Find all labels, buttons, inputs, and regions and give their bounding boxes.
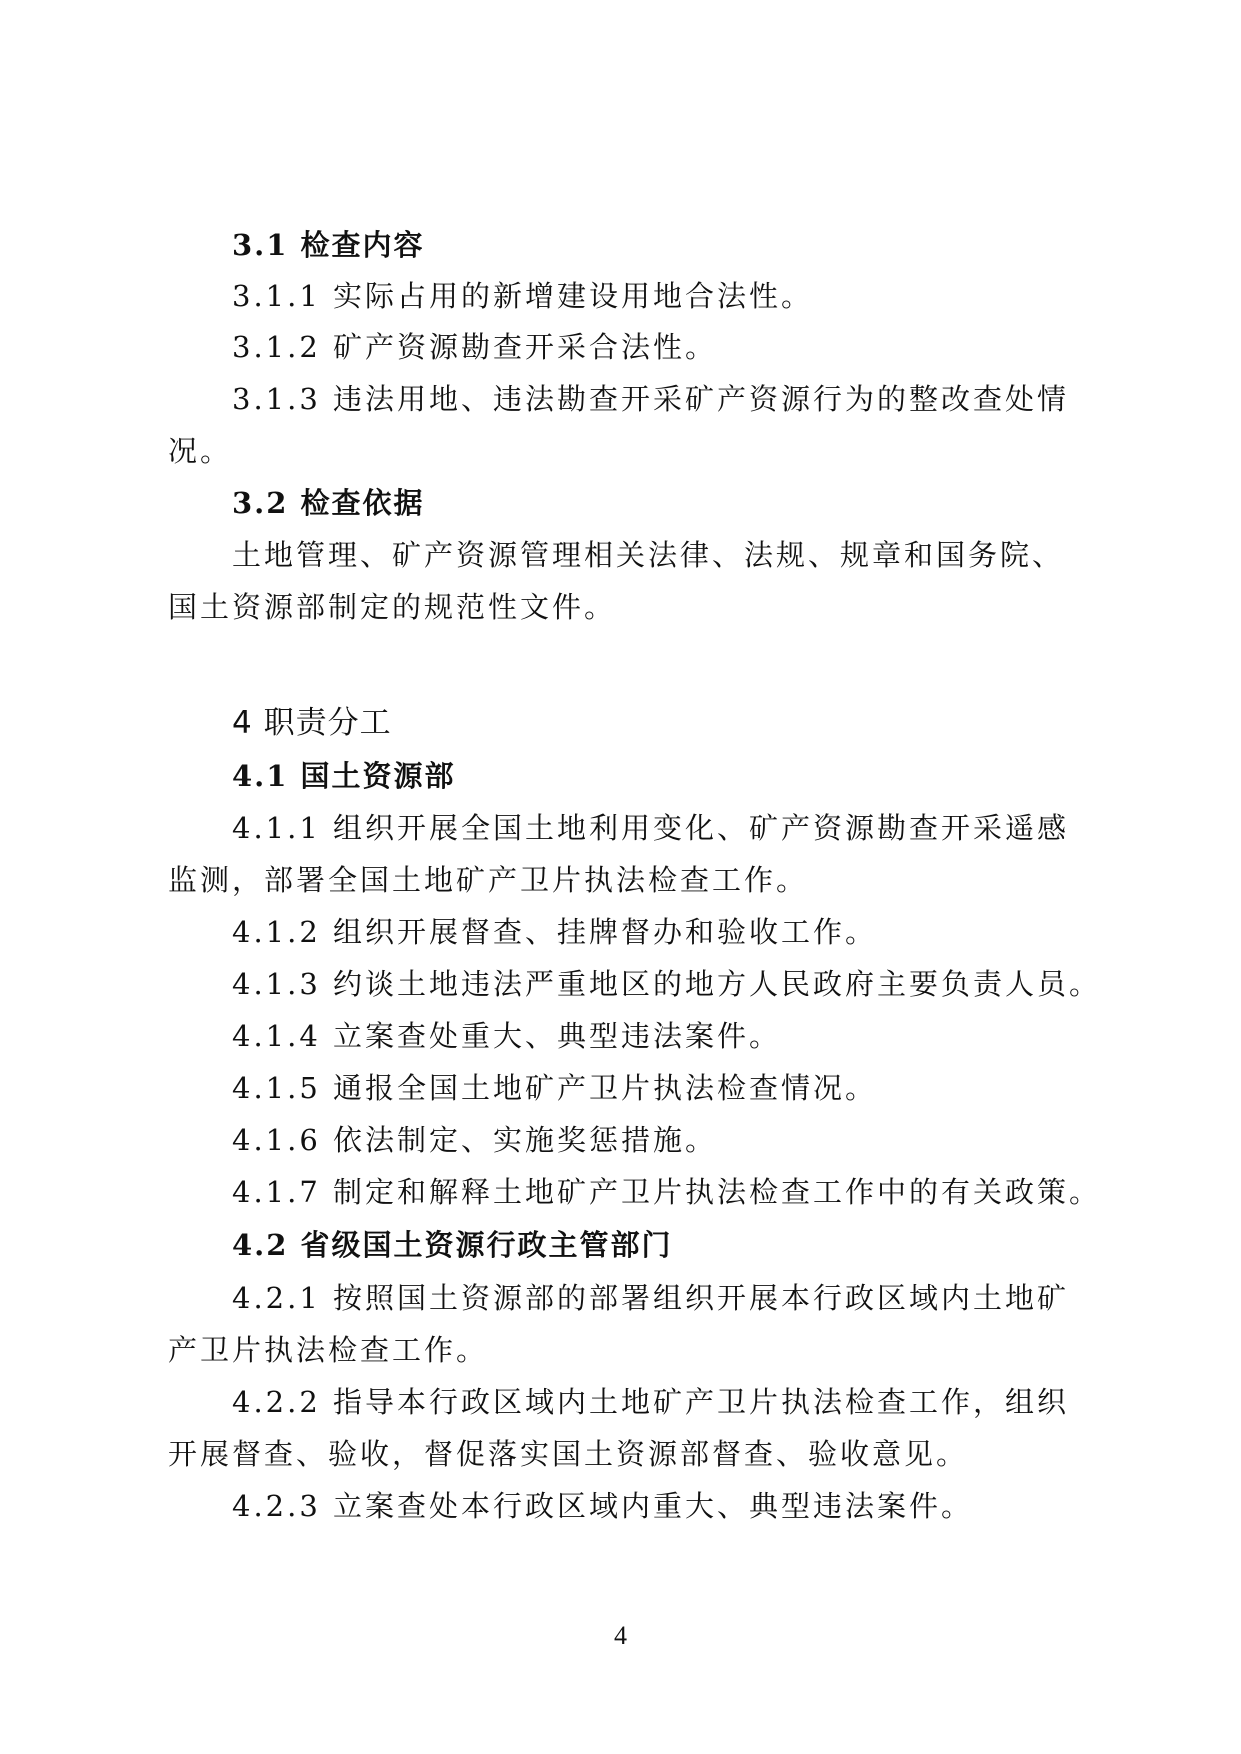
section-4-1-2: 4.1.2 组织开展督查、挂牌督办和验收工作。 — [232, 915, 878, 949]
section-3-1-3-line-2: 况。 — [168, 434, 233, 468]
section-4-2-3: 4.2.3 立案查处本行政区域内重大、典型违法案件。 — [232, 1489, 974, 1523]
section-4-2-1-line-2: 产卫片执法检查工作。 — [168, 1333, 489, 1367]
section-4-2-2-line-2: 开展督查、验收，督促落实国土资源部督查、验收意见。 — [168, 1437, 969, 1471]
section-4-2-heading: 4.2 省级国土资源行政主管部门 — [232, 1228, 673, 1262]
section-3-2-heading: 3.2 检查依据 — [232, 486, 425, 520]
section-4-1-4: 4.1.4 立案查处重大、典型违法案件。 — [232, 1019, 782, 1053]
section-3-1-heading: 3.1 检查内容 — [232, 228, 425, 262]
section-4-1-7: 4.1.7 制定和解释土地矿产卫片执法检查工作中的有关政策。 — [232, 1175, 1102, 1209]
chapter-4-heading: 4 职责分工 — [232, 705, 392, 741]
section-4-1-1-line-2: 监测，部署全国土地矿产卫片执法检查工作。 — [168, 863, 809, 897]
section-3-1-3-line-1: 3.1.3 违法用地、违法勘查开采矿产资源行为的整改查处情 — [232, 382, 1070, 416]
section-3-1-1: 3.1.1 实际占用的新增建设用地合法性。 — [232, 279, 814, 313]
section-3-1-2: 3.1.2 矿产资源勘查开采合法性。 — [232, 330, 718, 364]
section-4-1-1-line-1: 4.1.1 组织开展全国土地利用变化、矿产资源勘查开采遥感 — [232, 811, 1070, 845]
section-3-2-line-2: 国土资源部制定的规范性文件。 — [168, 590, 617, 624]
section-3-2-line-1: 土地管理、矿产资源管理相关法律、法规、规章和国务院、 — [232, 538, 1065, 572]
section-4-1-6: 4.1.6 依法制定、实施奖惩措施。 — [232, 1123, 718, 1157]
section-4-1-3: 4.1.3 约谈土地违法严重地区的地方人民政府主要负责人员。 — [232, 967, 1102, 1001]
page-number: 4 — [614, 1621, 627, 1650]
section-4-2-2-line-1: 4.2.2 指导本行政区域内土地矿产卫片执法检查工作，组织 — [232, 1385, 1070, 1419]
section-4-2-1-line-1: 4.2.1 按照国土资源部的部署组织开展本行政区域内土地矿 — [232, 1281, 1070, 1315]
section-4-1-heading: 4.1 国土资源部 — [232, 759, 456, 793]
section-4-1-5: 4.1.5 通报全国土地矿产卫片执法检查情况。 — [232, 1071, 878, 1105]
